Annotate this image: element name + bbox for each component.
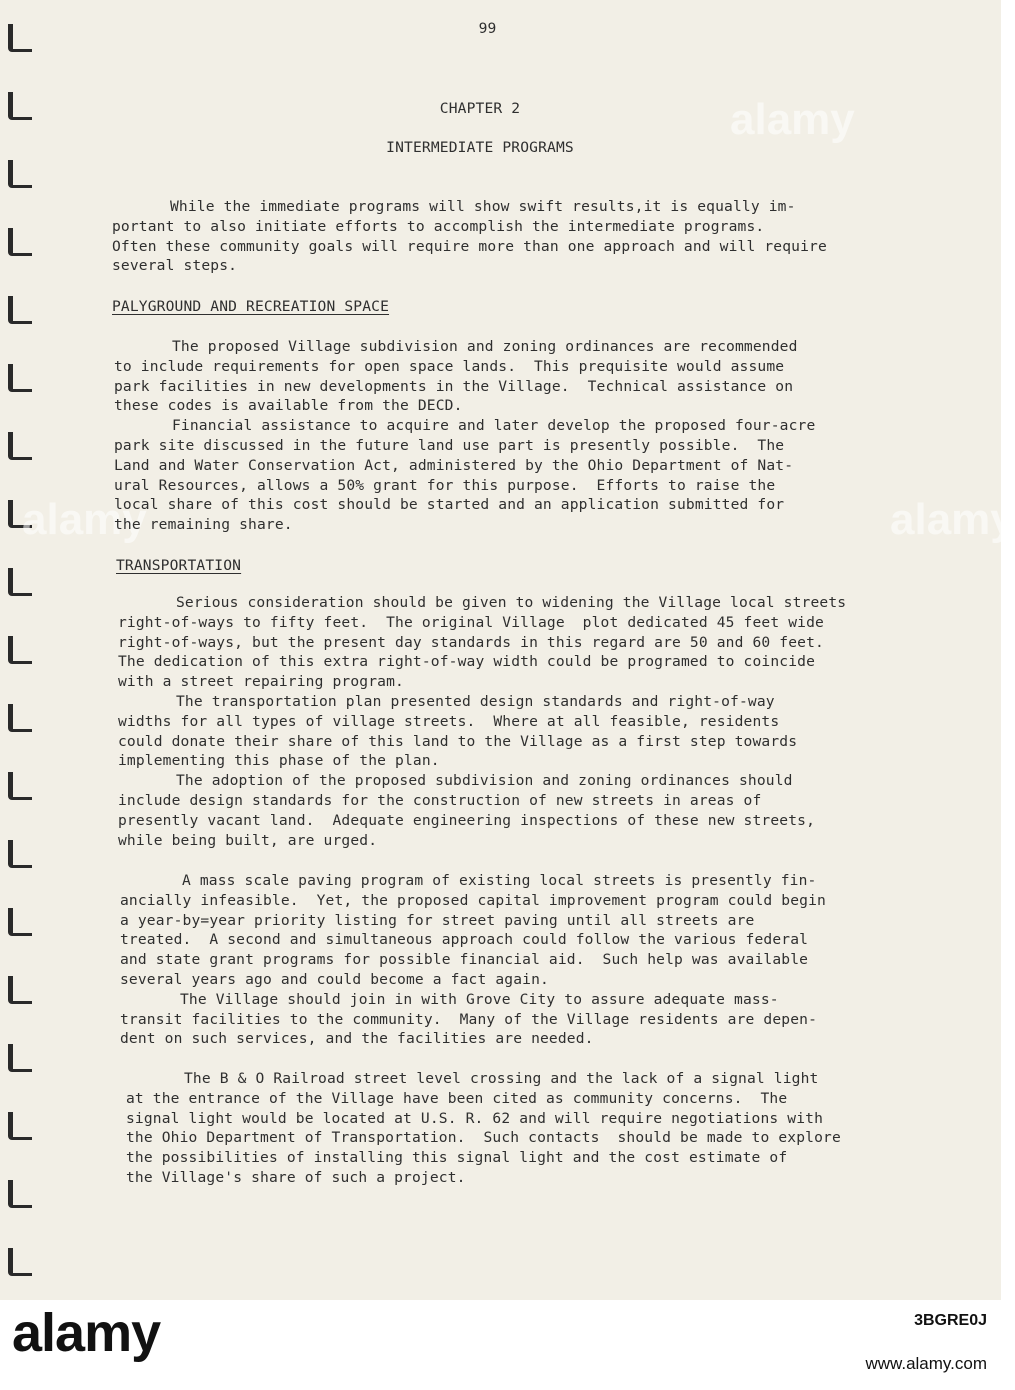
text-line: the remaining share.	[114, 516, 293, 534]
binding-ring	[8, 364, 32, 392]
text-line: The B & O Railroad street level crossing and the lack of a signal light	[184, 1070, 819, 1087]
text-line: include design standards for the construction of new streets in areas of	[118, 791, 762, 809]
text-line: Financial assistance to acquire and later develop the proposed four-acre	[172, 417, 816, 435]
text-line: to include requirements for open space lands. This prequisite would assume	[114, 357, 785, 375]
transportation-section-text-a	[118, 593, 846, 850]
text-line: local share of this cost should be started and an application submitted for	[114, 496, 785, 514]
binding-ring	[8, 704, 32, 732]
transportation-section-text-b	[120, 871, 826, 1049]
text-line: right-of-ways, but the present day standards in this regard are 50 and 60 feet.	[118, 633, 824, 651]
text-line: the Ohio Department of Transportation. Such contacts should be made to explore	[126, 1129, 841, 1147]
binding-ring	[8, 1248, 32, 1276]
text-line: Land and Water Conservation Act, administered by the Ohio Department of Nat-	[114, 456, 794, 474]
page-number: 99	[478, 20, 497, 37]
binding-ring	[8, 1112, 32, 1140]
transportation-section-text-c	[126, 1069, 841, 1188]
text-line: A mass scale paving program of existing local streets is presently fin-	[182, 872, 817, 889]
text-line: the possibilities of installing this signal light and the cost estimate of	[126, 1149, 788, 1167]
binding-ring	[8, 976, 32, 1004]
binding-ring	[8, 772, 32, 800]
text-line: these codes is available from the DECD.	[114, 397, 463, 415]
image-id: 3BGRE0J	[914, 1312, 987, 1329]
intro-paragraph	[112, 197, 827, 276]
alamy-logo: alamy	[12, 1303, 161, 1363]
playground-section-text	[114, 337, 815, 535]
text-line: dent on such services, and the facilities are needed.	[120, 1030, 594, 1048]
chapter-label: CHAPTER 2	[439, 100, 521, 117]
text-line: could donate their share of this land to the Village as a first step towards	[118, 732, 798, 750]
text-line: park facilities in new developments in the Village. Technical assistance on	[114, 377, 794, 395]
binding-ring	[8, 1180, 32, 1208]
section-heading-transportation: TRANSPORTATION	[116, 557, 242, 574]
text-line: transit facilities to the community. Many of the Village residents are depen-	[120, 1010, 818, 1028]
text-line: ancially infeasible. Yet, the proposed capital improvement program could begin	[120, 891, 826, 909]
text-line: right-of-ways to fifty feet. The original Village plot dedicated 45 feet wide	[118, 613, 824, 631]
text-line: widths for all types of village streets. Where at all feasible, residents	[118, 712, 780, 730]
text-line: with a street repairing program.	[118, 673, 404, 691]
text-line: implementing this phase of the plan.	[118, 752, 440, 770]
text-line: Serious consideration should be given to widening the Village local streets	[176, 594, 847, 611]
section-heading-playground: PALYGROUND AND RECREATION SPACE	[112, 298, 390, 315]
watermark: alamy	[730, 95, 855, 144]
text-line: presently vacant land. Adequate engineering inspections of these new streets,	[118, 811, 816, 829]
binding-ring	[8, 228, 32, 256]
binding-ring	[8, 1044, 32, 1072]
text-line: The proposed Village subdivision and zoning ordinances are recommended	[172, 338, 798, 355]
binding-ring	[8, 432, 32, 460]
text-line: signal light would be located at U.S. R. 62 and will require negotiations with	[126, 1109, 824, 1127]
text-line: several steps.	[112, 257, 238, 275]
binding-ring	[8, 908, 32, 936]
text-line: at the entrance of the Village have been cited as community concerns. The	[126, 1089, 788, 1107]
text-line: ural Resources, allows a 50% grant for this purpose. Efforts to raise the	[114, 476, 776, 494]
binding-ring	[8, 296, 32, 324]
binding-ring	[8, 160, 32, 188]
binding-ring	[8, 636, 32, 664]
watermark: alamy	[890, 495, 1015, 544]
chapter-title: INTERMEDIATE PROGRAMS	[386, 139, 574, 156]
footer-url: www.alamy.com	[865, 1354, 987, 1373]
text-line: The transportation plan presented design standards and right-of-way	[176, 692, 775, 710]
text-line: The Village should join in with Grove City to assure adequate mass-	[180, 990, 779, 1008]
text-line: While the immediate programs will show swift results,it is equally im-	[170, 198, 796, 215]
text-line: the Village's share of such a project.	[126, 1168, 466, 1186]
watermark: alamy	[22, 495, 147, 544]
text-line: treated. A second and simultaneous approach could follow the various federal	[120, 931, 809, 949]
text-line: and state grant programs for possible financial aid. Such help was available	[120, 951, 809, 969]
binding-ring	[8, 840, 32, 868]
text-line: Often these community goals will require more than one approach and will require	[112, 237, 827, 255]
text-line: portant to also initiate efforts to accomplish the intermediate programs.	[112, 217, 765, 235]
binding-ring	[8, 568, 32, 596]
text-line: The dedication of this extra right-of-way width could be programed to coincide	[118, 653, 816, 671]
text-line: a year-by=year priority listing for street paving until all streets are	[120, 911, 755, 929]
text-line: several years ago and could become a fact again.	[120, 970, 549, 988]
text-line: The adoption of the proposed subdivision and zoning ordinances should	[176, 772, 793, 790]
text-line: while being built, are urged.	[118, 831, 378, 849]
text-line: park site discussed in the future land use part is presently possible. The	[114, 436, 785, 454]
